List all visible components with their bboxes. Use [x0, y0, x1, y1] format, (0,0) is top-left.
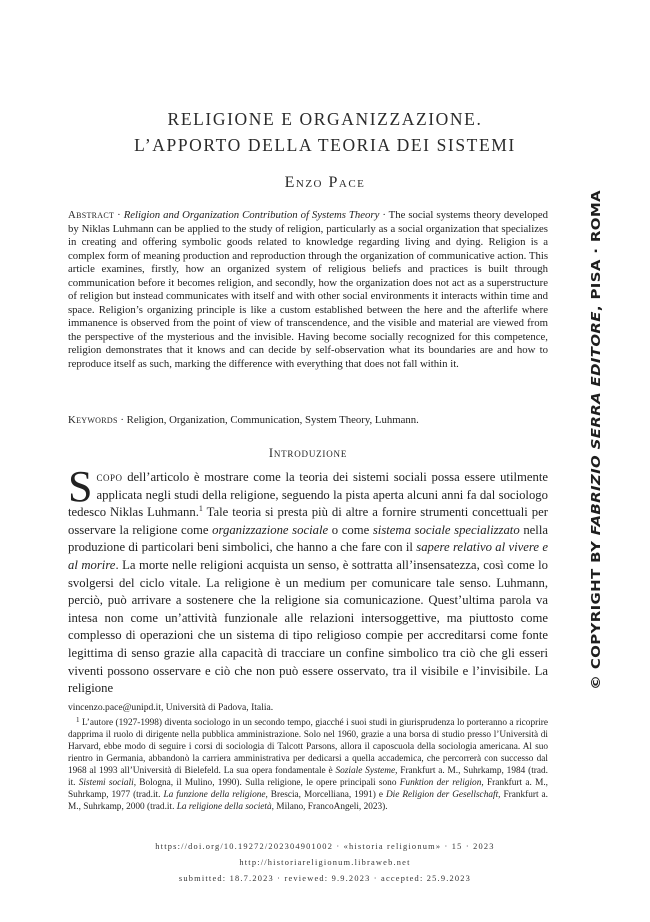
body-part-5: . La morte nelle religioni acquista un senso, è sottratta all’insensatezza, così come lo svolgersi del ciclo vitale. La religione è un medium per comunicare tale senso. Luhmann, perciò, può arrivare a sostenere che la religione sia comunicazione. Quest’ultima parola va intesa non come un’attività funzionale alle relazioni intersoggettive, ma piuttosto come complesso di operazioni che un sistema di tipo religioso compie per accreditarsi come fonte legittima di senso grazie alla capacità di tracciare un confine simbolico tra ciò che gli esseri viventi possono osservare e ciò che non può essere osservato, tra il visibile e l’invisibile. La religione — [68, 557, 548, 696]
keywords — [68, 414, 548, 428]
footnote-text-f: , Frankfurt a. M., Suhrkamp, 2000 (trad.it. — [68, 789, 548, 812]
footnote-text-d: , Frankfurt a. M., Suhrkamp, 1977 (trad.it. — [68, 777, 548, 800]
body-emphasis-3: sapere relativo al vivere e al morire — [68, 540, 548, 572]
footnote-text-e: , Brescia, Morcelliana, 1991) e — [265, 789, 386, 800]
copyright-text — [589, 190, 604, 690]
footnote-text-a: L’autore (1927-1998) diventa sociologo in un secondo tempo, giacché i suoi studi in giurisprudenza lo porteranno a ricoprire dapprima il ruolo di dirigente nella pubblica amministrazione. Solo nel 1960, grazie a una borsa di studio presso l’Università di Harvard, ebbe modo di seguire i corsi di sociologia di Talcott Parsons, allora il caposcuola della sociologia americana. Al suo rientro in Germania, abbandonò la carriera amministrativa per dedicarsi a quella accademica, che percorrerà con successo dal 1968 al 1993 all’Università di Bielefeld. La sua opera fondamentale è — [68, 718, 548, 776]
copyright-part-1: COPYRIGHT BY — [589, 554, 604, 670]
author-name: Enzo Pace — [284, 174, 366, 191]
first-word: copo — [96, 470, 123, 484]
title-line-1: RELIGIONE E ORGANIZZAZIONE. — [167, 109, 483, 129]
abstract-text: · The social systems theory developed by Niklas Luhmann can be applied to the study of religion, particularly as a social organization that specializes in creating and offering symbolic goods related to knowledge regarding living and dying. Religion is a complex form of meaning production and reproduction through the organization of communicative action. This article examines, firstly, how an organized system of religious beliefs and practices is built through communication before it becomes religion, and secondly, how the organization does not act as a superstructure of religion but instead communicates with itself and with other social environments it interacts within time and space. Religion’s organizing principle is like a custom established between the here and the afterlife where immanence is observed from the point of view of transcendence, and the visible and material are viewed from the perspective of the mysterious and the invisible. Having become socially recognized for this competence, religion demonstrates that it knows and can decide by self-observation what its boundaries are and how to reproduce itself as such, marking the difference with everything that does not fall within it. — [68, 209, 548, 371]
drop-cap: S — [68, 462, 93, 511]
footnote-1-mark: 1 — [76, 716, 80, 724]
section-heading: Introduzione — [268, 446, 348, 460]
footnote-emphasis-2: Sistemi sociali — [78, 777, 134, 788]
footnote-ref-1[interactable]: 1 — [198, 504, 203, 514]
footnote-text-c: , Bologna, il Mulino, 1990). Sulla religione, le opere principali sono — [133, 777, 400, 788]
article-title — [60, 106, 590, 158]
body-part-4: nella produzione di particolari beni simbolici, che hanno a che fare con il — [68, 522, 548, 555]
title-line-2: L’APPORTO DELLA TEORIA DEI SISTEMI — [134, 135, 516, 155]
copyright-symbol: © — [589, 672, 604, 690]
body-part-3: o come — [328, 522, 373, 537]
abstract-separator: · — [114, 209, 124, 221]
author-affiliation: vincenzo.pace@unipd.it, Università di Padova, Italia. — [68, 702, 274, 713]
footnote-text-g: , Milano, FrancoAngeli, 2023). — [271, 801, 388, 812]
copyright-publisher: FABRIZIO SERRA EDITORE — [589, 343, 604, 536]
footnote-emphasis-6: La religione della società — [176, 801, 272, 812]
footer-url-line[interactable]: http://historiareligionum.libraweb.net — [239, 858, 411, 867]
footer-dates-line: submitted: 18.7.2023 · reviewed: 9.9.2023 · accepted: 25.9.2023 — [178, 874, 472, 883]
abstract-label: Abstract — [68, 209, 115, 221]
body-text — [68, 462, 548, 698]
copyright-svg — [585, 180, 605, 700]
footnote-emphasis-5: Die Religion der Gesellschaft — [385, 789, 499, 800]
abstract-english-title: Religion and Organization Contribution of Systems Theory — [123, 209, 380, 221]
body-part-1: dell’articolo è mostrare come la teoria dei sistemi sociali possa essere utilmente applicata negli studi della religione, seguendo la pista aperta alcuni anni fa dal sociologo tedesco Niklas Luhmann. — [68, 470, 548, 520]
keywords-label: Keywords — [68, 414, 118, 426]
abstract — [68, 209, 548, 372]
copyright-part-3: , PISA · ROMA — [589, 207, 604, 312]
footnote-emphasis-4: La funzione della religione — [163, 789, 266, 800]
body-emphasis-1: organizzazione sociale — [212, 522, 329, 537]
footer-doi-line: https://doi.org/10.19272/202304901002 · «historia religionum» · 15 · 2023 — [155, 842, 495, 851]
copyright-vertical — [585, 180, 605, 700]
footnote-1 — [68, 718, 548, 814]
footnote-emphasis-1: Soziale Systeme — [335, 765, 396, 776]
footnote-text-b: , Frankfurt a. M., Suhrkamp, 1984 (trad. it. — [68, 765, 548, 788]
body-emphasis-2: sistema sociale specializzato — [372, 522, 520, 537]
footnote-emphasis-3: Funktion der religion — [399, 777, 482, 788]
keywords-text: · Religion, Organization, Communication, System Theory, Luhmann. — [117, 414, 419, 426]
body-part-2: Tale teoria si presta più di altre a fornire strumenti concettuali per osservare la religione come — [68, 505, 548, 537]
